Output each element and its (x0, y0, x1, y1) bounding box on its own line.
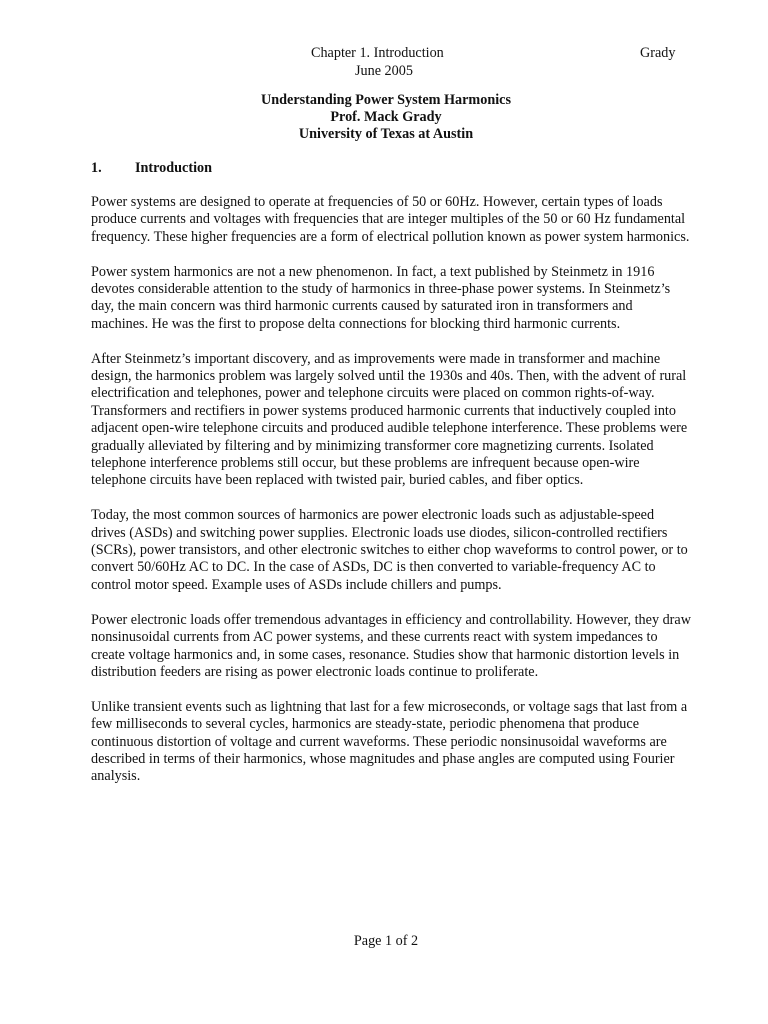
paragraph: Power system harmonics are not a new phenomenon. In fact, a text published by Steinmetz in 1916 devotes considerable attention to the study of harmonics in three-phase power systems. In Steinmetz’s day, the main concern was third harmonic currents caused by saturated iron in transformers and machines. He was the first to propose delta connections for blocking third harmonic currents. (91, 263, 671, 332)
header-date: June 2005 (355, 63, 413, 79)
paragraph: Power systems are designed to operate at frequencies of 50 or 60Hz. However, certain types of loads produce currents and voltages with frequencies that are integer multiples of the 50 or 60 Hz fundamental frequency. These higher frequencies are a form of electrical pollution known as power system harmonics. (91, 194, 690, 245)
document-author: Prof. Mack Grady (330, 109, 442, 125)
header-author: Grady (640, 45, 676, 61)
section-heading (91, 159, 212, 177)
paragraph: Today, the most common sources of harmonics are power electronic loads such as adjustable-speed drives (ASDs) and switching power supplies. Electronic loads use diodes, silicon-controlled rectifiers (SCRs), power transistors, and other electronic switches to either chop waveforms to control power, or to convert 50/60Hz AC to DC. In the case of ASDs, DC is then converted to variable-frequency AC to control motor speed. Example uses of ASDs include chillers and pumps. (91, 507, 688, 593)
document-title: Understanding Power System Harmonics (261, 92, 511, 108)
page-footer (0, 932, 768, 950)
paragraph: Unlike transient events such as lightning that last for a few microseconds, or voltage sags that last from a few milliseconds to several cycles, harmonics are steady-state, periodic phenomena that produce continuous distortion of voltage and current waveforms. These periodic nonsinusoidal waveforms are described in terms of their harmonics, whose magnitudes and phase angles are computed using Fourier analysis. (91, 698, 688, 785)
document-affiliation: University of Texas at Austin (298, 126, 474, 142)
paragraph: After Steinmetz’s important discovery, and as improvements were made in transformer and machine design, the harmonics problem was largely solved until the 1930s and 40s. Then, with the advent of rural electrification and telephones, power and telephone circuits were placed on common rights-of-way. Transformers and rectifiers in power systems produced harmonic currents that inductively coupled into adjacent open-wire telephone circuits and produced audible telephone interference. These problems were gradually alleviated by filtering and by minimizing transformer core magnetizing currents. Isolated telephone interference problems still occur, but these problems are infrequent because open-wire telephone circuits have been replaced with twisted pair, buried cables, and fiber optics. (91, 350, 688, 489)
section-title: Introduction (135, 160, 212, 176)
page-number: Page 1 of 2 (353, 933, 419, 949)
section-number: 1. (91, 160, 102, 176)
body-text (91, 194, 691, 803)
header-chapter: Chapter 1. Introduction (311, 45, 444, 61)
paragraph: Power electronic loads offer tremendous advantages in efficiency and controllability. However, they draw nonsinusoidal currents from AC power systems, and these currents react with system impedances to create voltage harmonics and, in some cases, resonance. Studies show that harmonic distortion levels in distribution feeders are rising as power electronic loads continue to proliferate. (91, 611, 691, 680)
document-title-block (0, 92, 768, 143)
